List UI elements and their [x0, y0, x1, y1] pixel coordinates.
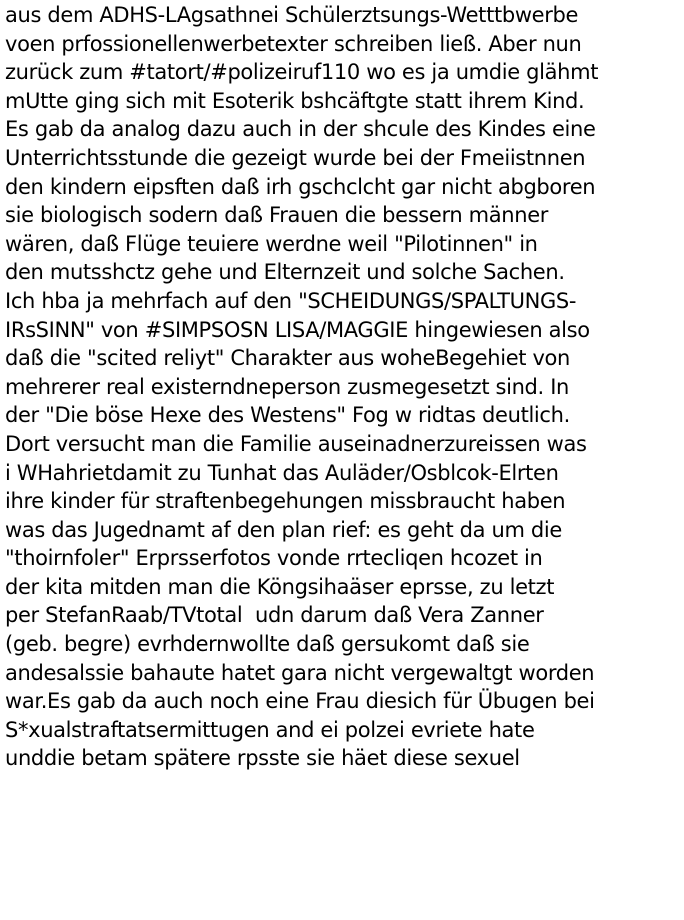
text-line: voen prfossionellenwerbetexter schreiben ließ. Aber nun: [5, 31, 582, 56]
text-line: Dort versucht man die Familie auseinadnerzureissen was: [5, 431, 587, 456]
text-line: den mutsshctz gehe und Elternzeit und solche Sachen.: [5, 260, 565, 285]
text-line: daß die "scited reliyt" Charakter aus woheBegehiet von: [5, 346, 571, 371]
text-line: zurück zum #tatort/#polizeiruf110 wo es ja umdie glähmt: [5, 60, 599, 85]
document-text: [5, 1, 684, 773]
text-line: andesalssie bahaute hatet gara nicht vergewaltgt worden: [5, 660, 595, 685]
text-line: Ich hba ja mehrfach auf den "SCHEIDUNGS/SPALTUNGS-: [5, 288, 577, 313]
text-line: der "Die böse Hexe des Westens" Fog w ridtas deutlich.: [5, 403, 570, 428]
text-line: IRsSINN" von #SIMPSOSN LISA/MAGGIE hingewiesen also: [5, 317, 590, 342]
text-line: S*xualstraftatsermittugen and ei polzei evriete hate: [5, 717, 535, 742]
text-line: wären, daß Flüge teuiere werdne weil "Pilotinnen" in: [5, 231, 538, 256]
text-line: "thoirnfoler" Erprsserfotos vonde rrtecliqen hcozet in: [5, 546, 543, 571]
text-line: per StefanRaab/TVtotal udn darum daß Vera Zanner: [5, 603, 544, 628]
text-line: mehrerer real existerndneperson zusmegesetzt sind. In: [5, 374, 569, 399]
text-line: mUtte ging sich mit Esoterik bshcäftgte statt ihrem Kind.: [5, 88, 585, 113]
text-line: ihre kinder für straftenbegehungen missbraucht haben: [5, 489, 566, 514]
text-line: Unterrichtsstunde die gezeigt wurde bei der Fmeiistnnen: [5, 145, 586, 170]
text-line: (geb. begre) evrhdernwollte daß gersukomt daß sie: [5, 632, 530, 657]
text-line: Es gab da analog dazu auch in der shcule des Kindes eine: [5, 117, 596, 142]
text-line: sie biologisch sodern daß Frauen die bessern männer: [5, 203, 549, 228]
text-line: den kindern eipsften daß irh gschclcht gar nicht abgboren: [5, 174, 596, 199]
text-line: war.Es gab da auch noch eine Frau diesich für Übugen bei: [5, 689, 595, 714]
text-line: unddie betam spätere rpsste sie häet diese sexuel: [5, 746, 520, 771]
text-line: aus dem ADHS-LAgsathnei Schülerztsungs-Wetttbwerbe: [5, 3, 579, 27]
text-line: i WHahrietdamit zu Tunhat das Auläder/Osblcok-Elrten: [5, 460, 559, 485]
text-line: was das Jugednamt af den plan rief: es geht da um die: [5, 517, 562, 542]
text-line: der kita mitden man die Köngsihaäser eprsse, zu letzt: [5, 574, 555, 599]
